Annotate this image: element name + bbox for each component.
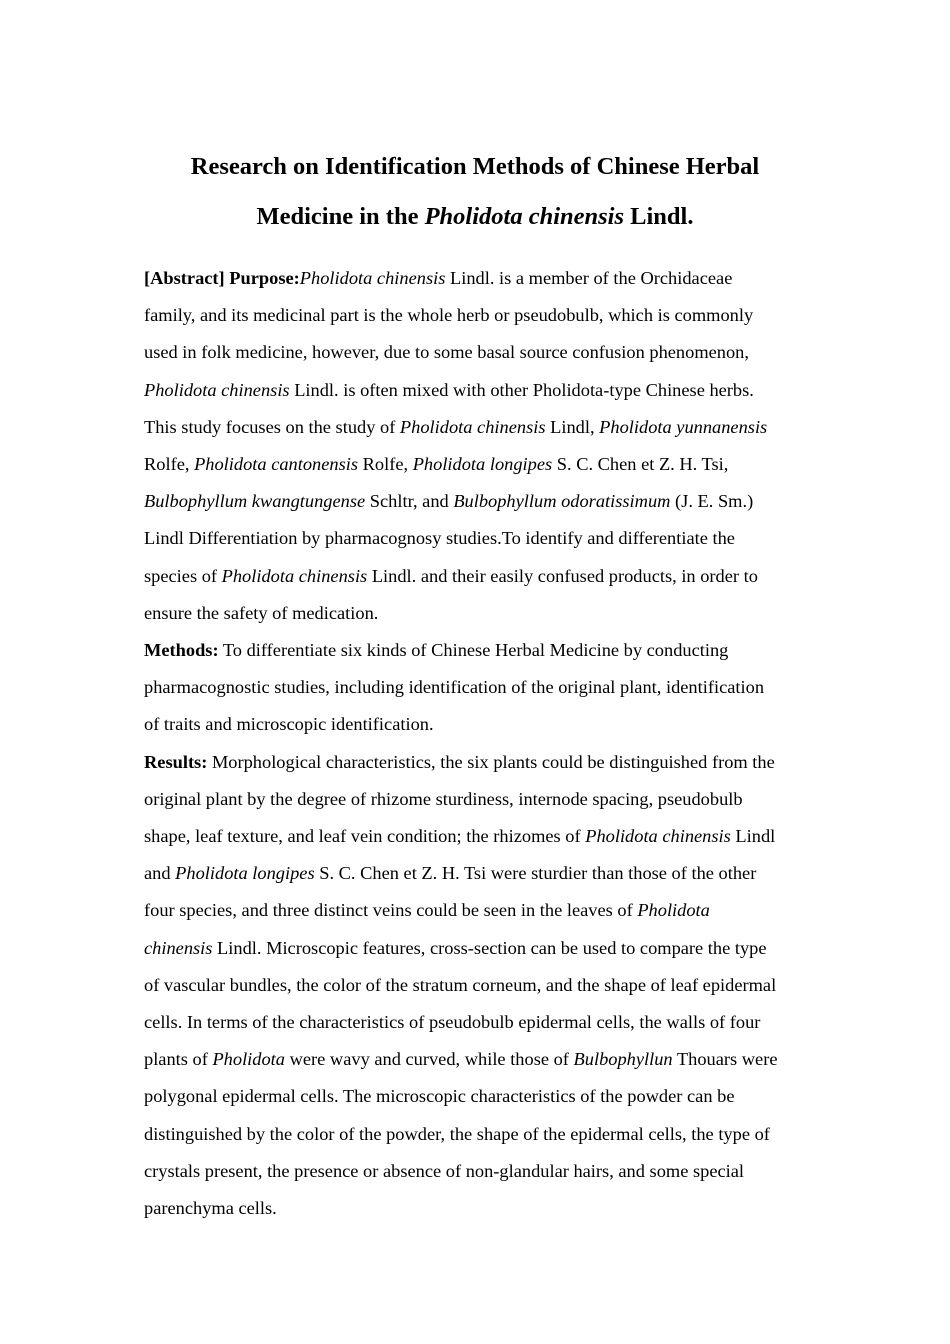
text-run: Morphological characteristics, the six plants could be distinguished from the	[207, 751, 775, 772]
text-run: shape, leaf texture, and leaf vein condition; the rhizomes of	[144, 826, 586, 847]
species-name: Bulbophyllum odoratissimum	[453, 491, 671, 512]
abstract-line	[144, 483, 814, 520]
text-run: parenchyma cells.	[144, 1198, 277, 1219]
text-run: ensure the safety of medication.	[144, 602, 379, 623]
text-run: Lindl Differentiation by pharmacognosy studies.To identify and differentiate the	[144, 528, 735, 549]
text-run: four species, and three distinct veins could be seen in the leaves of	[144, 900, 638, 921]
results-line	[144, 1190, 814, 1227]
text-run: Lindl. is a member of the Orchidaceae	[445, 268, 733, 288]
results-label: Results:	[144, 751, 208, 772]
text-run: Rolfe,	[144, 454, 195, 475]
text-run: polygonal epidermal cells. The microscopic characteristics of the powder can be	[144, 1086, 735, 1107]
species-name: Pholidota	[212, 1049, 285, 1070]
species-name: Pholidota chinensis	[144, 379, 290, 400]
text-run: Lindl	[730, 826, 776, 847]
text-run: cells. In terms of the characteristics of pseudobulb epidermal cells, the walls of four	[144, 1012, 761, 1033]
text-run: (J. E. Sm.)	[670, 491, 754, 512]
species-name: Pholidota longipes	[175, 863, 315, 884]
abstract-line	[144, 595, 814, 632]
text-run: S. C. Chen et Z. H. Tsi were sturdier than those of the other	[314, 863, 757, 884]
species-name: Pholidota chinensis	[399, 416, 546, 437]
text-run: S. C. Chen et Z. H. Tsi,	[552, 454, 729, 475]
results-line	[144, 930, 814, 967]
results-line	[144, 967, 814, 1004]
text-run: Rolfe,	[358, 454, 413, 475]
abstract-line	[144, 334, 814, 371]
abstract-line	[144, 372, 814, 409]
text-run: Lindl,	[545, 416, 600, 437]
results-line	[144, 744, 814, 781]
abstract-results-paragraph	[144, 744, 814, 1228]
results-line	[144, 1153, 814, 1190]
text-run: This study focuses on the study of	[144, 416, 400, 437]
results-line	[144, 855, 814, 892]
results-line	[144, 818, 814, 855]
text-run: Lindl. and their easily confused products, in order to	[367, 565, 758, 586]
title-line-1: Research on Identification Methods of Chinese Herbal	[190, 153, 760, 180]
species-name: Bulbophyllum kwangtungense	[144, 491, 366, 512]
species-name: Pholidota chinensis	[299, 268, 446, 288]
text-run: Thouars were	[672, 1049, 778, 1070]
abstract-line	[144, 409, 814, 446]
abstract-line	[144, 520, 814, 557]
methods-line	[144, 669, 814, 706]
title-line-2	[100, 192, 850, 242]
abstract-label: [Abstract] Purpose:	[144, 268, 300, 288]
title-line-2-pre: Medicine in the	[256, 203, 425, 230]
species-name: Pholidota longipes	[412, 454, 553, 475]
text-run: species of	[144, 565, 222, 586]
text-run: were wavy and curved, while those of	[285, 1049, 574, 1070]
species-name: Pholidota	[637, 900, 710, 921]
text-run: of vascular bundles, the color of the stratum corneum, and the shape of leaf epidermal	[144, 974, 777, 995]
paper-title	[100, 142, 850, 242]
species-name: Pholidota cantonensis	[194, 454, 359, 475]
text-run: original plant by the degree of rhizome sturdiness, internode spacing, pseudobulb	[144, 788, 743, 809]
text-run: To differentiate six kinds of Chinese Herbal Medicine by conducting	[218, 640, 729, 661]
text-run: distinguished by the color of the powder, the shape of the epidermal cells, the type of	[144, 1123, 770, 1144]
results-line	[144, 1004, 814, 1041]
abstract-line	[144, 558, 814, 595]
text-run: plants of	[144, 1049, 213, 1070]
species-name: Pholidota yunnanensis	[599, 416, 768, 437]
text-run: used in folk medicine, however, due to some basal source confusion phenomenon,	[144, 342, 749, 363]
abstract-body	[144, 260, 814, 1227]
text-run: of traits and microscopic identification.	[144, 714, 434, 735]
methods-line	[144, 706, 814, 743]
text-run: Lindl. Microscopic features, cross-section can be used to compare the type	[212, 937, 767, 958]
text-run: Schltr, and	[365, 491, 454, 512]
text-run: pharmacognostic studies, including identification of the original plant, identification	[144, 677, 765, 698]
abstract-line	[144, 297, 814, 334]
species-name: Bulbophyllun	[573, 1049, 673, 1070]
title-species-name: Pholidota chinensis	[424, 203, 625, 230]
species-name: Pholidota chinensis	[585, 826, 731, 847]
text-run: and	[144, 863, 176, 884]
text-run: crystals present, the presence or absence of non-glandular hairs, and some special	[144, 1160, 745, 1181]
abstract-line	[144, 260, 814, 297]
species-name: chinensis	[144, 937, 213, 958]
text-run: family, and its medicinal part is the whole herb or pseudobulb, which is commonly	[144, 305, 754, 326]
abstract-purpose-paragraph	[144, 260, 814, 632]
text-run: Lindl. is often mixed with other Pholidota-type Chinese herbs.	[289, 379, 754, 400]
abstract-methods-paragraph	[144, 632, 814, 744]
methods-label: Methods:	[144, 640, 219, 661]
abstract-line	[144, 446, 814, 483]
results-line	[144, 892, 814, 929]
results-line	[144, 1116, 814, 1153]
results-line	[144, 781, 814, 818]
species-name: Pholidota chinensis	[221, 565, 368, 586]
title-line-2-post: Lindl.	[624, 203, 694, 230]
methods-line	[144, 632, 814, 669]
results-line	[144, 1041, 814, 1078]
results-line	[144, 1078, 814, 1115]
